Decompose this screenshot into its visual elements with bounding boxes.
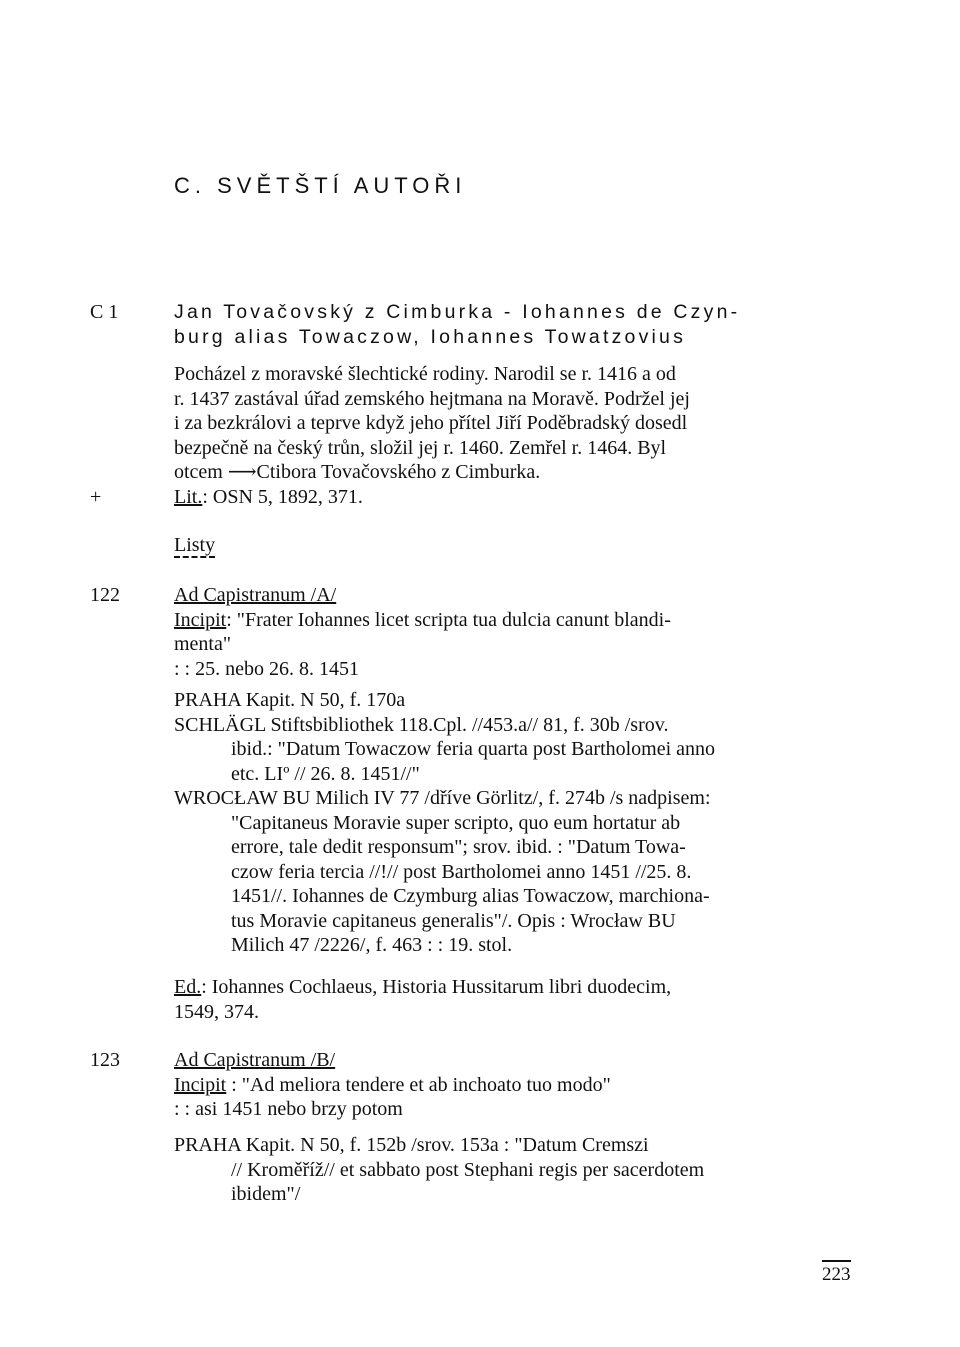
source-line: // Kroměříž// et sabbato post Stephani regis per sacerdotem xyxy=(231,1158,705,1181)
edition-text: : Iohannes Cochlaeus, Historia Hussitarum libri duodecim, xyxy=(201,976,672,998)
literature xyxy=(174,485,864,510)
source-line: "Capitaneus Moravie super scripto, quo eum hortatur ab xyxy=(231,811,681,834)
source-line: czow feria tercia //!// post Bartholomei anno 1451 //25. 8. xyxy=(231,860,692,883)
incipit-line xyxy=(174,608,864,633)
source-line: Milich 47 /2226/, f. 463 : : 19. stol. xyxy=(231,934,513,956)
letter-122 xyxy=(174,583,864,681)
lit-marker: + xyxy=(90,486,102,508)
entry-id: C 1 xyxy=(90,301,119,323)
page-number: 223 xyxy=(822,1260,851,1288)
source-line: 1451//. Iohannes de Czymburg alias Towaczow, marchiona- xyxy=(231,885,710,907)
letter-number: 123 xyxy=(90,1049,120,1071)
incipit-line: menta" xyxy=(174,633,232,655)
author-name-line: Jan Tovačovský z Cimburka - Iohannes de Czyn- xyxy=(174,301,741,323)
source-line: ibidem"/ xyxy=(231,1183,301,1205)
author-name xyxy=(174,300,864,349)
author-name-line: burg alias Towaczow, Iohannes Towatzovius xyxy=(174,325,687,348)
bio-line: r. 1437 zastával úřad zemského hejtmana na Moravě. Podržel jej xyxy=(174,387,690,410)
date-line: : : asi 1451 nebo brzy potom xyxy=(174,1098,403,1120)
source-line: PRAHA Kapit. N 50, f. 152b /srov. 153a : "Datum Cremszi xyxy=(174,1134,649,1156)
source-line: etc. LIº // 26. 8. 1451//" xyxy=(231,762,420,785)
incipit-label: Incipit xyxy=(174,1073,227,1096)
lit-text: : OSN 5, 1892, 371. xyxy=(202,486,363,508)
source-line: tus Moravie capitaneus generalis"/. Opis : Wrocław BU xyxy=(231,909,676,932)
biography xyxy=(174,362,864,485)
edition-122 xyxy=(174,975,864,1024)
incipit-text: : "Frater Iohannes licet scripta tua dulcia canunt blandi- xyxy=(226,608,671,631)
listy-heading-text: Listy xyxy=(174,534,216,556)
source-line: ibid.: "Datum Towaczow feria quarta post Bartholomei anno xyxy=(231,738,716,760)
sources-123 xyxy=(174,1133,864,1207)
section-title: C. SVĚTŠTÍ AUTOŘI xyxy=(174,173,467,198)
date-line: : : 25. nebo 26. 8. 1451 xyxy=(174,657,359,680)
bio-line: bezpečně na český trůn, složil jej r. 1460. Zemřel r. 1464. Byl xyxy=(174,436,667,459)
source-line: WROCŁAW BU Milich IV 77 /dříve Görlitz/, f. 274b /s nadpisem: xyxy=(174,787,711,809)
letter-number: 122 xyxy=(90,584,120,606)
source-line: SCHLÄGL Stiftsbibliothek 118.Cpl. //453.a// 81, f. 30b /srov. xyxy=(174,713,669,736)
letter-title: Ad Capistranum /B/ xyxy=(174,1049,336,1071)
lit-label: Lit. xyxy=(174,486,203,508)
bio-line: Pocházel z moravské šlechtické rodiny. Narodil se r. 1416 a od xyxy=(174,363,676,385)
letter-123 xyxy=(174,1048,864,1122)
listy-heading xyxy=(174,533,864,558)
incipit-text: : "Ad meliora tendere et ab inchoato tuo modo" xyxy=(226,1073,611,1096)
edition-line xyxy=(174,975,864,1000)
letter-title: Ad Capistranum /A/ xyxy=(174,584,337,606)
incipit-line xyxy=(174,1073,864,1098)
source-line: errore, tale dedit responsum"; srov. ibid. : "Datum Towa- xyxy=(231,836,686,858)
incipit-label: Incipit xyxy=(174,608,227,631)
bio-line: i za bezkrálovi a teprve když jeho přítel Jiří Poděbradský dosedl xyxy=(174,412,688,434)
source-line: PRAHA Kapit. N 50, f. 170a xyxy=(174,689,406,711)
bio-line: otcem ⟶Ctibora Tovačovského z Cimburka. xyxy=(174,461,541,483)
sources-122 xyxy=(174,688,864,958)
edition-line: 1549, 374. xyxy=(174,1000,259,1023)
edition-label: Ed. xyxy=(174,976,202,998)
